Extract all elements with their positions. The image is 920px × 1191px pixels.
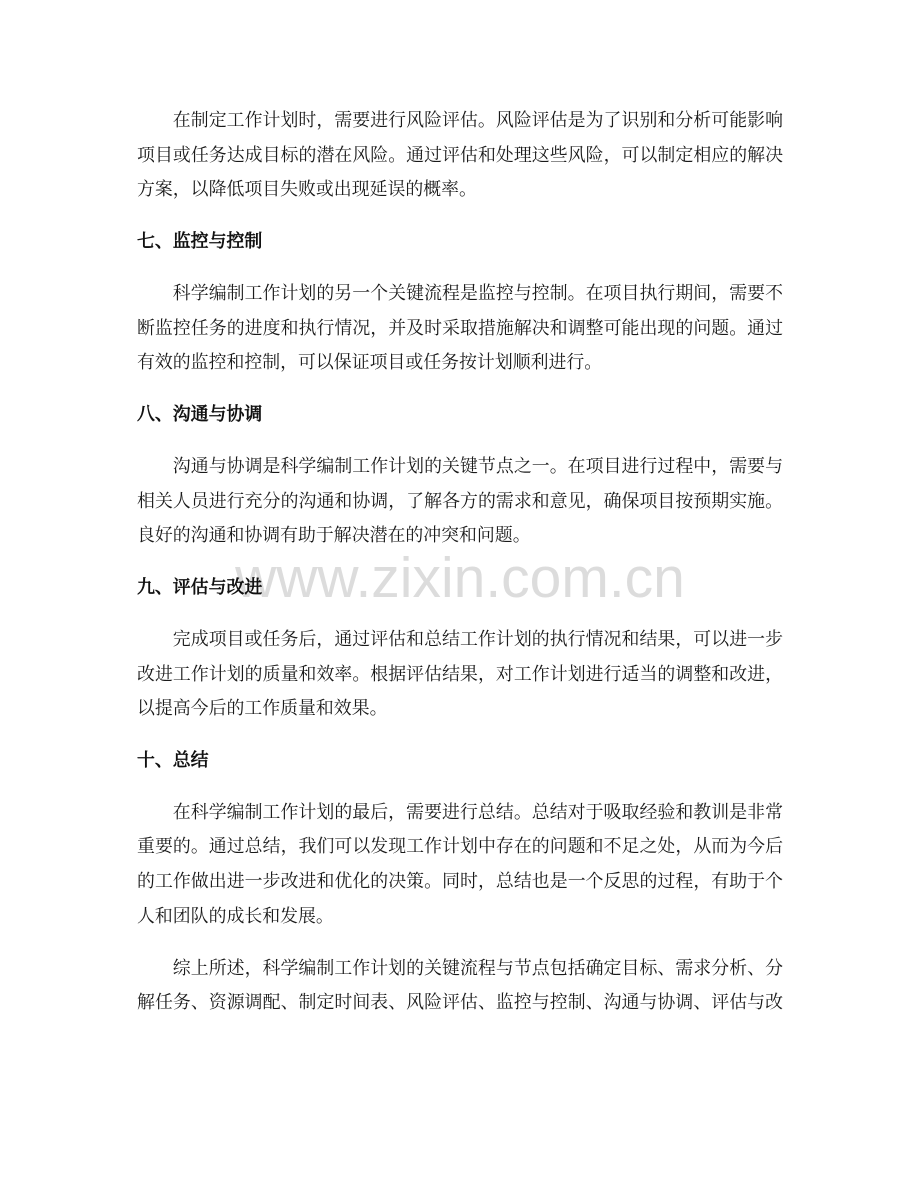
paragraph-line: 综上所述，科学编制工作计划的关键流程与节点包括确定目标、需求分析、分 [172, 957, 783, 979]
section-heading-monitoring: 七、监控与控制 [137, 231, 263, 253]
paragraph-monitoring [137, 277, 783, 381]
watermark: www.zixin.com.cn [235, 546, 685, 610]
paragraph-summary [137, 796, 783, 934]
paragraph-line: 在制定工作计划时，需要进行风险评估。风险评估是为了识别和分析可能影响 [172, 110, 783, 131]
paragraph-communication [137, 450, 783, 554]
paragraph-line: 有效的监控和控制，可以保证项目或任务按计划顺利进行。 [137, 352, 603, 374]
paragraph-line: 完成项目或任务后，通过评估和总结工作计划的执行情况和结果，可以进一步 [172, 628, 783, 650]
paragraph-line: 科学编制工作计划的另一个关键流程是监控与控制。在项目执行期间，需要不 [172, 282, 783, 304]
paragraph-line: 项目或任务达成目标的潜在风险。通过评估和处理这些风险，可以制定相应的解决 [137, 144, 783, 166]
paragraph-evaluation [137, 623, 783, 727]
section-heading-evaluation: 九、评估与改进 [137, 577, 263, 599]
paragraph-line: 改进工作计划的质量和效率。根据评估结果，对工作计划进行适当的调整和改进， [137, 663, 783, 685]
paragraph-line: 解任务、资源调配、制定时间表、风险评估、监控与控制、沟通与协调、评估与改 [137, 992, 783, 1014]
paragraph-conclusion [137, 952, 783, 1021]
paragraph-line: 在科学编制工作计划的最后，需要进行总结。总结对于吸取经验和教训是非常 [172, 801, 783, 823]
paragraph-line: 以提高今后的工作质量和效果。 [137, 698, 388, 720]
paragraph-line: 的工作做出进一步改进和优化的决策。同时，总结也是一个反思的过程，有助于个 [137, 871, 783, 893]
paragraph-line: 方案，以降低项目失败或出现延误的概率。 [137, 179, 477, 201]
document-body [137, 104, 783, 1021]
paragraph-line: 人和团队的成长和发展。 [137, 905, 334, 927]
section-heading-communication: 八、沟通与协调 [137, 404, 263, 426]
paragraph-line: 重要的。通过总结，我们可以发现工作计划中存在的问题和不足之处，从而为今后 [137, 836, 783, 858]
paragraph-line: 断监控任务的进度和执行情况，并及时采取措施解决和调整可能出现的问题。通过 [137, 317, 783, 339]
paragraph-line: 良好的沟通和协调有助于解决潜在的冲突和问题。 [137, 525, 531, 547]
paragraph-line: 沟通与协调是科学编制工作计划的关键节点之一。在项目进行过程中，需要与 [172, 455, 783, 477]
section-heading-summary: 十、总结 [137, 749, 209, 771]
paragraph-line: 相关人员进行充分的沟通和协调，了解各方的需求和意见，确保项目按预期实施。 [137, 490, 783, 512]
paragraph-risk-assessment [137, 104, 783, 208]
